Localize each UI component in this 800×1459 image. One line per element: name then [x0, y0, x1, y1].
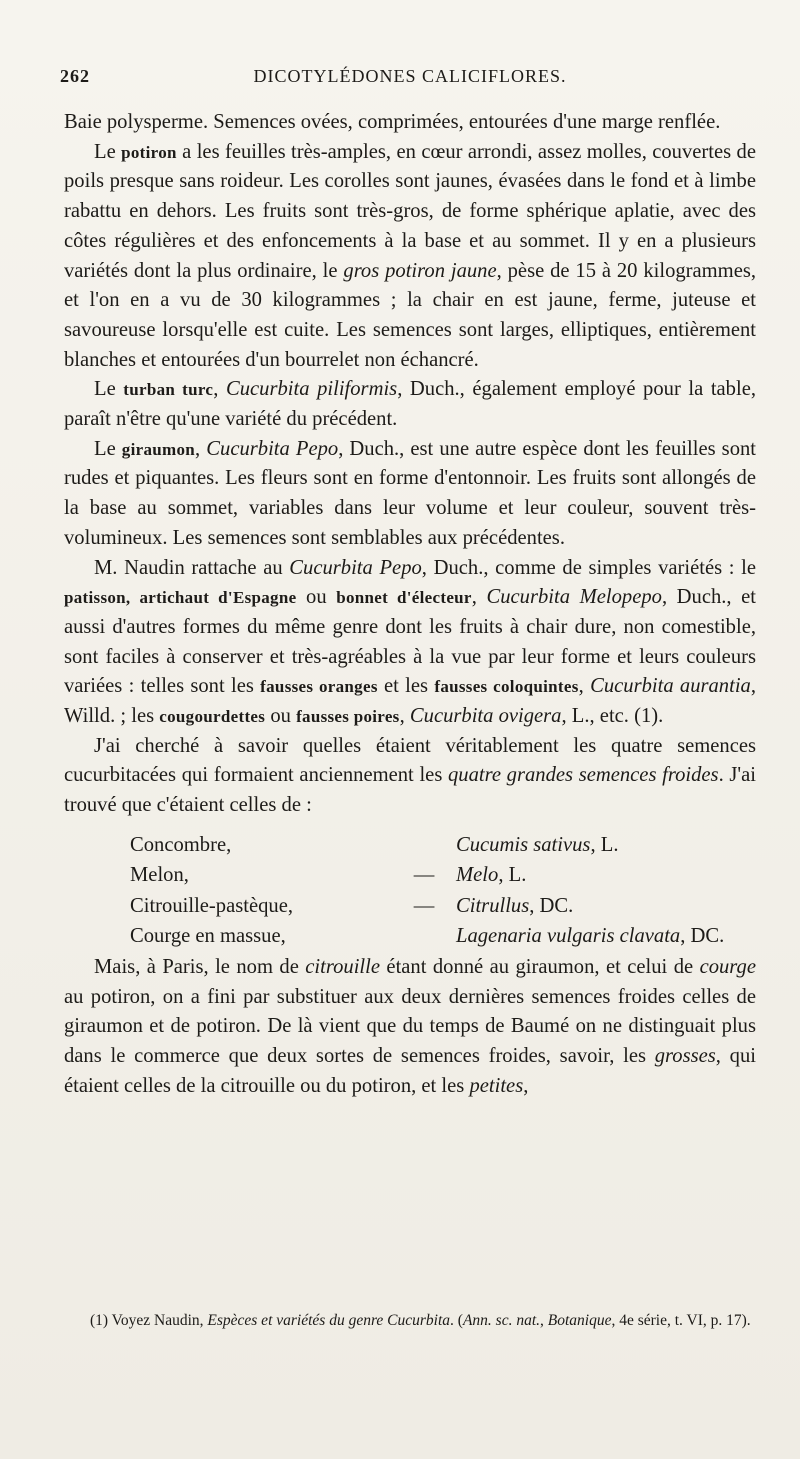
term-giraumon: giraumon — [121, 439, 196, 459]
footnote: (1) Voyez Naudin, Espèces et variétés du genre Cucurbita. (Ann. sc. nat., Botanique, 4e série, t. VI, p. 17). — [90, 1312, 751, 1329]
table-row: Courge en massue, Lagenaria vulgaris clavata, DC. — [130, 925, 725, 948]
paragraph-semences: J'ai cherché à savoir quelles étaient véritablement les quatre semences cucurbitacées qui formaient anciennement les quatre grandes semences froides. J'ai trouvé que c'étaient celles de : — [64, 734, 756, 817]
paragraph-giraumon: Le giraumon, Cucurbita Pepo, Duch., est une autre espèce dont les feuilles sont rudes et piquantes. Les fleurs sont en forme d'entonnoir. Les fruits sont allongés de la base au sommet, variables dans leur volume et leur couleur, souvent très-volumineux. Les semences sont semblables aux précédentes. — [64, 437, 757, 549]
page-header — [60, 66, 760, 94]
paragraph-potiron: Le potiron a les feuilles très-amples, en cœur arrondi, assez molles, couvertes de poils presque sans roideur. Les corolles sont jaunes, évasées dans le fond et à limbe rabattu en dehors. Les fruits sont très-gros, de forme sphérique aplatie, avec des côtes régulières et des enfoncements à la base et au sommet. Il y en a plusieurs variétés dont la plus ordinaire, le gros potiron jaune, pèse de 15 à 20 kilogrammes, et l'on en a vu de 30 kilogrammes ; la chair en est jaune, ferme, juteuse et savoureuse lorsqu'elle est cuite. Les semences sont larges, elliptiques, entièrement blanches et entourées d'un bourrelet non échancré. — [64, 140, 756, 371]
seed-table — [130, 831, 756, 953]
table-row: Concombre, Cucumis sativus, L. — [130, 833, 619, 856]
paragraph-paris: Mais, à Paris, le nom de citrouille étant donné au giraumon, et celui de courge au potiron, on a fini par substituer aux deux dernières semences froides celles de giraumon et de potiron. De là vient que du temps de Baumé on ne distinguait plus dans le commerce que deux sortes de semences froides, savoir, les grosses, qui étaient celles de la citrouille ou du potiron, et les petites, — [64, 955, 756, 1097]
table-row: Citrouille-pastèque, — Citrullus, DC. — [130, 894, 574, 917]
term-potiron: potiron — [121, 142, 177, 162]
paragraph-naudin: M. Naudin rattache au Cucurbita Pepo, Duch., comme de simples variétés : le patisson, artichaut d'Espagne ou bonnet d'électeur, Cucurbita Melopepo, Duch., et aussi d'autres formes du même genre dont les fruits à chair dure, non comestible, sont faciles à conserver et très-agréables à la vue par leur forme et leurs couleurs variées : telles sont les fausses oranges et les fausses coloquintes, Cucurbita aurantia, Willd. ; les cougourdettes ou fausses poires, Cucurbita ovigera, L., etc. (1). — [64, 556, 757, 728]
term-turban-turc: turban turc — [123, 380, 214, 400]
page-body — [64, 108, 756, 1101]
running-title: DICOTYLÉDONES CALICIFLORES. — [253, 66, 567, 86]
paragraph-1: Baie polysperme. Semences ovées, comprimées, entourées d'une marge renflée. — [64, 111, 721, 133]
paragraph-turban: Le turban turc, Cucurbita piliformis, Duch., également employé pour la table, paraît n'être qu'une variété du précédent. — [64, 378, 756, 431]
table-row: Melon, — Melo, L. — [130, 864, 527, 887]
page-number: 262 — [60, 66, 90, 86]
